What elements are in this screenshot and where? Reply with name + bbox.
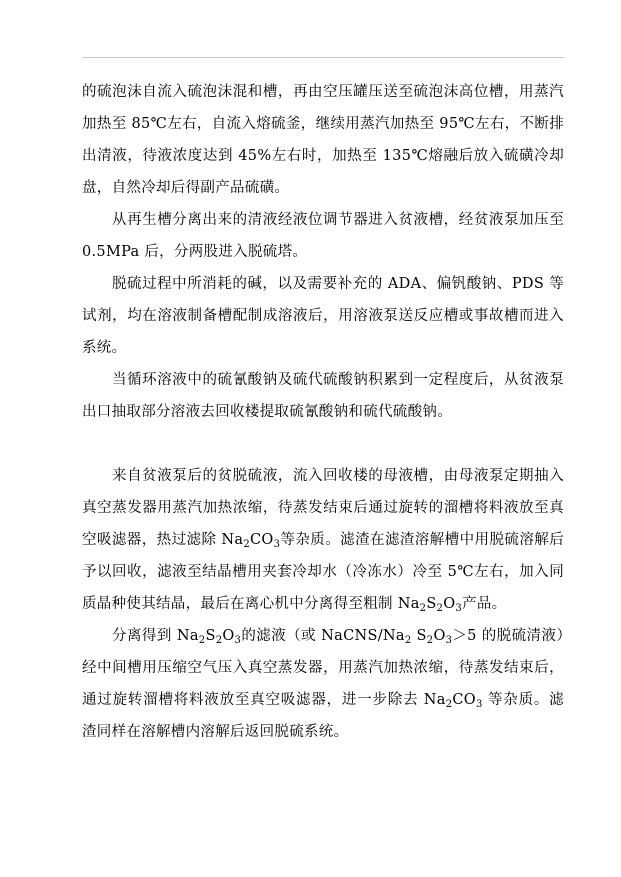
- subscript: 2: [404, 635, 412, 646]
- document-body: [82, 76, 564, 748]
- header-divider: [82, 57, 564, 58]
- subscript: 2: [436, 603, 444, 614]
- subscript: 3: [234, 635, 242, 646]
- paragraph-5-text: 产品。: [462, 596, 507, 612]
- subscript: 3: [273, 539, 281, 550]
- subscript: 2: [243, 539, 251, 550]
- paragraph-6-text: S: [205, 628, 216, 644]
- paragraph-3: 脱硫过程中所消耗的碱，以及需要补充的 ADA、偏钒酸钠、PDS 等试剂，均在溶液制备槽配制成溶液后，用溶液泵送反应槽或事故槽而进入系统。: [82, 276, 564, 356]
- paragraph-6-text: 分离得到 Na: [112, 628, 199, 644]
- paragraph-4: 当循环溶液中的硫氰酸钠及硫代硫酸钠积累到一定程度后，从贫液泵出口抽取部分溶液去回收楼提取硫氰酸钠和硫代硫酸钠。: [82, 372, 564, 420]
- paragraph-6-text: S: [411, 628, 427, 644]
- paragraph-spacer: [82, 428, 564, 460]
- subscript: 2: [419, 603, 427, 614]
- paragraph-5-text: S: [426, 596, 437, 612]
- paragraph-5-text: 来自贫液泵后的贫脱硫液，流入回收楼的母液槽，由母液泵定期抽入真空蒸发器用蒸汽加热浓缩，待蒸发结束后通过旋转的溜槽将料液放至真空吸滤器，热过滤除 Na: [82, 468, 564, 548]
- paragraph-5-text: 等杂质。滤渣在滤渣溶解槽中用脱硫溶解后予以回收，滤液至结晶槽用夹套冷却水（冷冻水）冷至 5℃左右，加入同质晶种使其结晶，最后在离心机中分离得至粗制 Na: [82, 532, 564, 612]
- paragraph-5-text: O: [443, 596, 456, 612]
- paragraph-6: [82, 620, 564, 748]
- paragraph-6-text: 的滤液（或 NaCNS/Na: [241, 628, 405, 644]
- paragraph-6-text: CO: [452, 692, 476, 708]
- paragraph-6-text: O: [222, 628, 235, 644]
- paragraph-2: 从再生槽分离出来的清液经液位调节器进入贫液槽，经贫液泵加压至 0.5MPa 后，分两股进入脱硫塔。: [82, 212, 564, 260]
- paragraph-6-text: O: [433, 628, 446, 644]
- subscript: 2: [426, 635, 434, 646]
- paragraph-5-text: CO: [250, 532, 274, 548]
- subscript: 2: [445, 699, 453, 710]
- paragraph-6-text: 等杂质。滤渣同样在溶解槽内溶解后返回脱硫系统。: [82, 692, 564, 740]
- subscript: 3: [475, 699, 483, 710]
- paragraph-5: [82, 460, 564, 620]
- subscript: 2: [198, 635, 206, 646]
- subscript: 3: [455, 603, 463, 614]
- subscript: 3: [445, 635, 453, 646]
- paragraph-6-text: ＞5 的脱硫清液）经中间槽用压缩空气压入真空蒸发器，用蒸汽加热浓缩，待蒸发结束后，通过旋转溜槽将料液放至真空吸滤器，进一步除去 Na: [82, 628, 564, 708]
- paragraph-1: 的硫泡沫自流入硫泡沫混和槽，再由空压罐压送至硫泡沫高位槽，用蒸汽加热至 85℃左右，自流入熔硫釜，继续用蒸汽加热至 95℃左右，不断排出清液，待液浓度达到 45%左右时，加热至 135℃熔融后放入硫磺冷却盘，自然冷却后得副产品硫磺。: [82, 84, 564, 196]
- subscript: 2: [215, 635, 223, 646]
